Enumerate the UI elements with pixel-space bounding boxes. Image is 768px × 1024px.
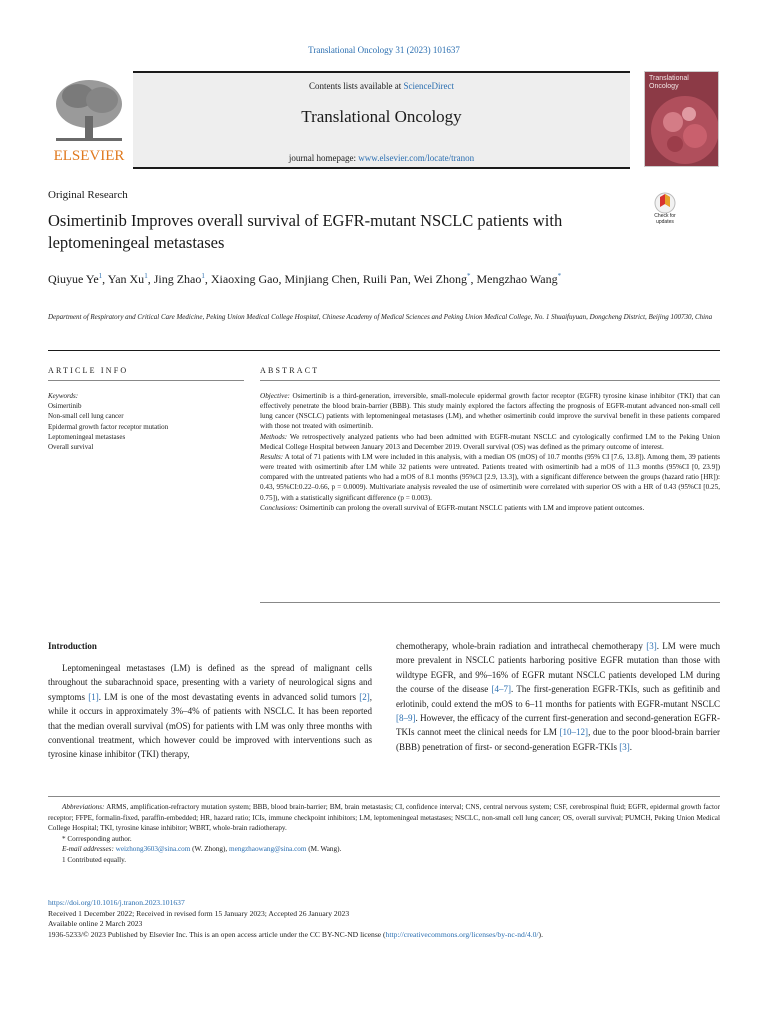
abbreviations-text: ARMS, amplification-refractory mutation system; BBB, blood brain-barrier; BM, brain metastasis; CI, confidence interval; CNS, central nervous system; CSF, cerebrospinal fluid; EGFR, epidermal growth factor receptor; FFPE, formalin-fixed, paraffin-embedded; HR, hazard ratio; ICIs, immune checkpoint inhibitors; LM, leptomeningeal metastases; NSCLC, non-small cell lung cancer; OS, overall survival; PUMCH, Peking Union Medical College Hospital; TKI, tyrosine kinase inhibitor; WBRT, whole-brain radiotherapy. — [48, 803, 720, 833]
body-column-right — [396, 639, 720, 754]
footnote-divider — [48, 796, 720, 797]
journal-citation: Translational Oncology 31 (2023) 101637 — [308, 45, 460, 55]
divider — [48, 380, 244, 381]
email-link-zhong[interactable]: weizhong3603@sina.com — [115, 845, 191, 854]
footnotes — [48, 802, 720, 866]
cover-title: Translational Oncology — [649, 75, 689, 90]
license-prefix: 1936-5233/© 2023 Published by Elsevier Inc. This is an open access article under the CC BY-NC-ND license ( — [48, 929, 386, 939]
abstract-heading: ABSTRACT — [260, 366, 320, 375]
elsevier-logo — [48, 74, 130, 164]
conclusions-text: Osimertinib can prolong the overall survival of EGFR-mutant NSCLC patients with LM and improve patient outcomes. — [297, 503, 645, 512]
received-dates: Received 1 December 2022; Received in revised form 15 January 2023; Accepted 26 January 2023 — [48, 908, 350, 918]
reference-link[interactable]: [3] — [619, 741, 630, 752]
author-affiliation-marker[interactable]: 1 — [201, 272, 205, 280]
results-text: A total of 71 patients with LM were included in this analysis, with a median OS (mOS) of 10.7 months (95% CI [7.6, 13.8]). Among them, 39 patients were treated with osimertinib after LM while 32 patients were untreated. Patients treated with osimertinib had a mOS of 11.3 months (95%CI [0, 23.9]) compared with the untreated patients who had a mOS of 8.1 months (95%CI [2.9, 13.3]), with a significant difference between the groups (hazard ratio [HR]): 0.43, 95%CI:0.22–0.66, p = 0.0009). Multivariate analysis revealed the use of osimertinib were correlated with superior OS with a HR of 0.43 (95%CI [0.25, 0.75]), with a statistically significant difference (p = 0.003). — [260, 452, 720, 502]
conclusions-label: Conclusions: — [260, 503, 298, 512]
keyword: Non-small cell lung cancer — [48, 412, 124, 421]
abstract-body — [260, 391, 720, 513]
abstract-results — [260, 452, 720, 503]
contents-prefix: Contents lists available at — [309, 81, 404, 91]
keyword: Epidermal growth factor receptor mutation — [48, 422, 169, 431]
results-label: Results: — [260, 452, 284, 461]
email-link-wang[interactable]: mengzhaowang@sina.com — [229, 845, 307, 854]
contents-line — [133, 81, 630, 91]
author-affiliation-marker[interactable]: * — [466, 272, 471, 280]
methods-label: Methods: — [260, 432, 288, 441]
affiliation: Department of Respiratory and Critical Care Medicine, Peking Union Medical College Hospital, Chinese Academy of Medical Sciences and Peking Union Medical College, No. 1 Shuaifuyuan, Dongcheng District, Beijing 100730, China — [48, 313, 713, 321]
doi-link[interactable]: https://doi.org/10.1016/j.tranon.2023.101637 — [48, 898, 185, 907]
intro-paragraph-1: Leptomeningeal metastases (LM) is defined as the spread of malignant cells throughout the subarachnoid space, presenting with a variety of neurological signs and symptoms [1]. LM is one of the most devastating events in advanced solid tumors [2], while it occurs in approximately 3%–4% of patients with NSCLC. It has been reported that the median overall survival (mOS) for patients with LM was only three months with conventional treatment, which however could be improved with interventions such as tyrosine kinase inhibitor (TKI) therapy, — [48, 663, 372, 760]
author-affiliation-marker[interactable]: * — [557, 272, 562, 280]
article-type: Original Research — [48, 189, 128, 201]
journal-header-box — [133, 71, 630, 169]
journal-cover-image — [644, 71, 719, 167]
abbreviations — [48, 802, 720, 834]
sciencedirect-link[interactable]: ScienceDirect — [403, 81, 454, 91]
license-suffix: ). — [538, 929, 543, 939]
publication-info — [48, 898, 728, 940]
objective-text: Osimertinib is a third-generation, irreversible, small-molecule epidermal growth factor receptor (EGFR) tyrosine kinase inhibitor (TKI) that can effectively penetrate the blood brain-barrier (BBB). This study mainly explored the factors affecting the prognosis of EGFR-mutant advanced non-small cell lung cancer (NSCLC) patients with leptomeningeal metastases (LM), and whether osimertinib could improve the survival benefit in these patients compared with those not treated with osimertinib. — [260, 392, 720, 431]
keyword: Overall survival — [48, 443, 94, 452]
contributed-equally: 1 Contributed equally. — [62, 855, 127, 864]
divider — [48, 350, 720, 351]
divider — [260, 602, 720, 603]
reference-link[interactable]: [8–9] — [396, 713, 416, 724]
reference-link[interactable]: [4–7] — [491, 684, 512, 695]
check-for-updates-label: Check for updates — [654, 213, 676, 225]
abstract-objective — [260, 391, 720, 432]
divider — [260, 380, 720, 381]
author-affiliation-marker[interactable]: 1 — [98, 272, 103, 280]
introduction-heading: Introduction — [48, 641, 97, 651]
article-info-heading: ARTICLE INFO — [48, 366, 129, 375]
email-name: (W. Zhong), — [190, 845, 229, 854]
reference-link[interactable]: [3] — [646, 641, 657, 651]
email-addresses — [48, 844, 720, 855]
intro-paragraph-1-cont: chemotherapy, whole-brain radiation and intrathecal chemotherapy [3]. LM were much more prevalent in NSCLC patients harboring positive EGFR mutation than those with wildtype EGFR, and 9%–16% of EGFR mutant NSCLC patients developed LM during the course of the disease [4–7]. The first-generation EGFR-TKIs, such as gefitinib and erlotinib, could extend the mOS to 6–11 months for patients with EGFR-mutant NSCLC [8–9]. However, the efficacy of the current first-generation and second-generation EGFR-TKIs cannot meet the clinical needs for LM [10–12], due to the poor blood-brain barrier (BBB) penetration of first- or second-generation EGFR-TKIs [3]. — [396, 641, 721, 752]
reference-link[interactable]: [10–12] — [559, 727, 589, 738]
abbreviations-label: Abbreviations: — [62, 803, 105, 811]
corresponding-author: * Corresponding author. — [62, 834, 132, 843]
keywords-label: Keywords: — [48, 392, 79, 400]
abstract-methods — [260, 432, 720, 452]
available-online: Available online 2 March 2023 — [48, 919, 143, 929]
license-link[interactable]: http://creativecommons.org/licenses/by-nc-nd/4.0/ — [385, 929, 539, 939]
homepage-line — [133, 153, 630, 163]
article-title: Osimertinib Improves overall survival of EGFR-mutant NSCLC patients with leptomeningeal metastases — [48, 211, 563, 252]
objective-label: Objective: — [260, 392, 290, 400]
methods-text: We retrospectively analyzed patients who had been admitted with EGFR-mutant NSCLC and cytologically confirmed LM to the Peking Union Medical College Hospital between January 2013 and December 2019. Overall survival (OS) was defined as the primary outcome of interest. — [260, 432, 720, 451]
reference-link[interactable]: [1] — [88, 691, 99, 702]
author-list: Qiuyue Ye$^1$, Yan Xu$^1$, Jing Zhao$^1$, Xiaoxing Gao, Minjiang Chen, Ruili Pan, Wei Zhong*, Mengzhao Wang* — [48, 272, 562, 286]
body-column-left — [48, 661, 372, 762]
journal-name: Translational Oncology — [301, 107, 462, 126]
keyword: Leptomeningeal metastases — [48, 432, 126, 441]
email-name: (M. Wang). — [306, 845, 342, 854]
homepage-prefix: journal homepage: — [288, 153, 359, 163]
homepage-link[interactable]: www.elsevier.com/locate/tranon — [358, 153, 475, 163]
reference-link[interactable]: [2] — [359, 691, 370, 702]
keyword: Osimertinib — [48, 402, 82, 411]
email-label: E-mail addresses: — [62, 845, 114, 854]
author-affiliation-marker[interactable]: 1 — [144, 272, 148, 280]
abstract-conclusions — [260, 503, 720, 513]
license-line — [48, 930, 728, 941]
keywords-list — [48, 391, 168, 452]
elsevier-wordmark: ELSEVIER — [53, 148, 125, 164]
